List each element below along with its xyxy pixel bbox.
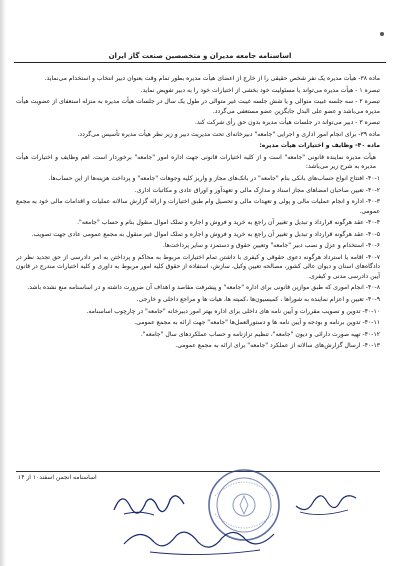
footer-divider <box>16 471 380 472</box>
article-38-note-3: تبصره ۳ - دبیر می‌تواند در جلسات هیأت مدیره بدون حق رأی شرکت کند. <box>194 119 380 127</box>
signature-2 <box>290 488 360 526</box>
document-header <box>14 52 386 63</box>
clause-40-5: ۴۰-۵- عقد هرگونه قرارداد و تبدیل و تغییر آن راجع به خرید و فروش و اجاره و تملک اموال غیر منقول به مجمع عمومی عادی جهت تصویب. <box>31 230 380 238</box>
clause-40-11: ۴۰-۱۱- تدوین برنامه و بودجه و آیین نامه ها و دستورالعمل‌ها "جامعه" جهت ارائه به مجمع عمومی. <box>134 319 380 327</box>
clause-40-3: ۴۰-۳- اداره و انجام عملیات مالی و پولی و تعهدات مالی و تحصیل وام طبق اختیارات و ارائه گزارش سالانه عملیات و اقدامات مالی خود به مجمع عمومی. <box>16 198 380 215</box>
article-39: ماده ۳۹- برای انجام امور اداری و اجرایی "جامعه" دبیرخانه‌ای تحت مدیریت دبیر و زیر نظر هیأت مدیره تأسیس می‌گردد. <box>77 130 380 138</box>
document-body <box>16 74 380 446</box>
scan-edge-shadow <box>0 0 6 566</box>
clause-40-7: ۴۰-۷- اقامه یا استرداد هرگونه دعوی حقوقی و کیفری با داشتن تمام اختیارات مربوط به محاکم و پرداختن به امر دادرسی از حق تجدید نظر در دادگاه‌های استان و دیوان عالی کشور، مصالحه تعیین وکیل، سازش، استفاده از حقوق کلیه امور مربوط به داوری و کلیه اختیارات مندرج در قانون آیین دادرسی مدنی و کیفری. <box>16 253 380 280</box>
clause-40-1: ۴۰-۱- افتتاح انواع حساب‌های بانکی بنام "جامعه" در بانک‌های مجاز و واریز کلیه وجوهات "جامعه" و پرداخت هزینه‌ها از این حساب‌ها. <box>48 174 380 182</box>
clause-40-10: ۴۰-۱۰- تدوین و تصویب مقررات و آیین نامه های داخلی برای اداره بهتر امور دبیرخانه "جامعه" در چارچوب اساسنامه. <box>86 307 380 315</box>
scan-dot <box>380 32 384 36</box>
article-40-heading: ماده ۴۰- وظایف و اختیارات هیأت مدیره: <box>259 142 380 150</box>
article-38-note-2: تبصره ۲ - سه جلسه غیبت متوالی و یا شش جلسه غیبت غیر متوالی در طول یک سال در جلسات هیأت مدیره به منزله استعفای از عضویت هیأت مدیره می‌باشد و عضو علی البدل جایگزین عضو مستعفی می‌گردد. <box>16 98 380 115</box>
clause-40-4: ۴۰-۴- عقد هرگونه قرارداد و تبدیل و تغییر آن راجع به خرید و فروش و اجاره و تملک اموال منقول بنام و حساب "جامعه". <box>77 219 380 227</box>
header-title: اساسنامه جامعه مدیران و متخصصین صنعت گاز ایران <box>108 52 292 60</box>
article-38: ماده ۳۸- هیأت مدیره یک نفر شخص حقیقی را از خارج از اعضای هیأت مدیره بطور تمام وقت بعنوان دبیر انتخاب و استخدام می‌نماید. <box>44 75 380 82</box>
clause-40-9: ۴۰-۹- تعیین و اعزام نماینده به شوراها ، کمیسیون‌ها ،کمیته ها، هیات ها و مراجع داخلی و خارجی. <box>136 295 380 303</box>
clause-40-6: ۴۰-۶- استخدام و عزل و نصب دبیر "جامعه" وتعیین حقوق و دستمزد و سایر پرداخت‌ها. <box>162 242 380 250</box>
clause-40-12: ۴۰-۱۲- تهیه صورت دارائی و دیون "جامعه"، تنظیم ترازنامه و حساب عملکردهای سال "جامعه". <box>140 330 380 338</box>
article-40-intro: هیأت مدیره نماینده قانونی "جامعه" است و از کلیه اختیارات قانونی جهت اداره امور "جامعه" برخوردار است. اهم وظایف و اختیارات هیأت مدیره به شرح زیر می‌باشد: <box>16 153 376 171</box>
footer-date: اساسنامه انجمن اسفند۱۰ از ۱۴ <box>18 474 97 481</box>
clause-40-2: ۴۰-۲- تعیین صاحبان امضاهای مجاز اسناد و مدارک مالی و تعهدآور و اوراق عادی و مکاتبات اداری. <box>134 186 380 194</box>
signature-3 <box>120 522 280 564</box>
clause-40-13: ۴۰-۱۳- ارسال گزارش‌های سالانه از عملکرد "جامعه" برای ارائه به مجمع عمومی. <box>175 342 380 350</box>
article-38-note-1: تبصره ۱ - هیأت مدیره می‌تواند با مسئولیت خود بخشی از اختیارات خود را به دبیر تفویض نماید. <box>140 86 380 94</box>
clause-40-8: ۴۰-۸- انجام اموری که طبق موازین قانونی برای اداره "جامعه" و پیشرفت مقاصد و اهداف آن ضرورت داشته و در اساسنامه منع نشده باشد. <box>27 284 380 292</box>
